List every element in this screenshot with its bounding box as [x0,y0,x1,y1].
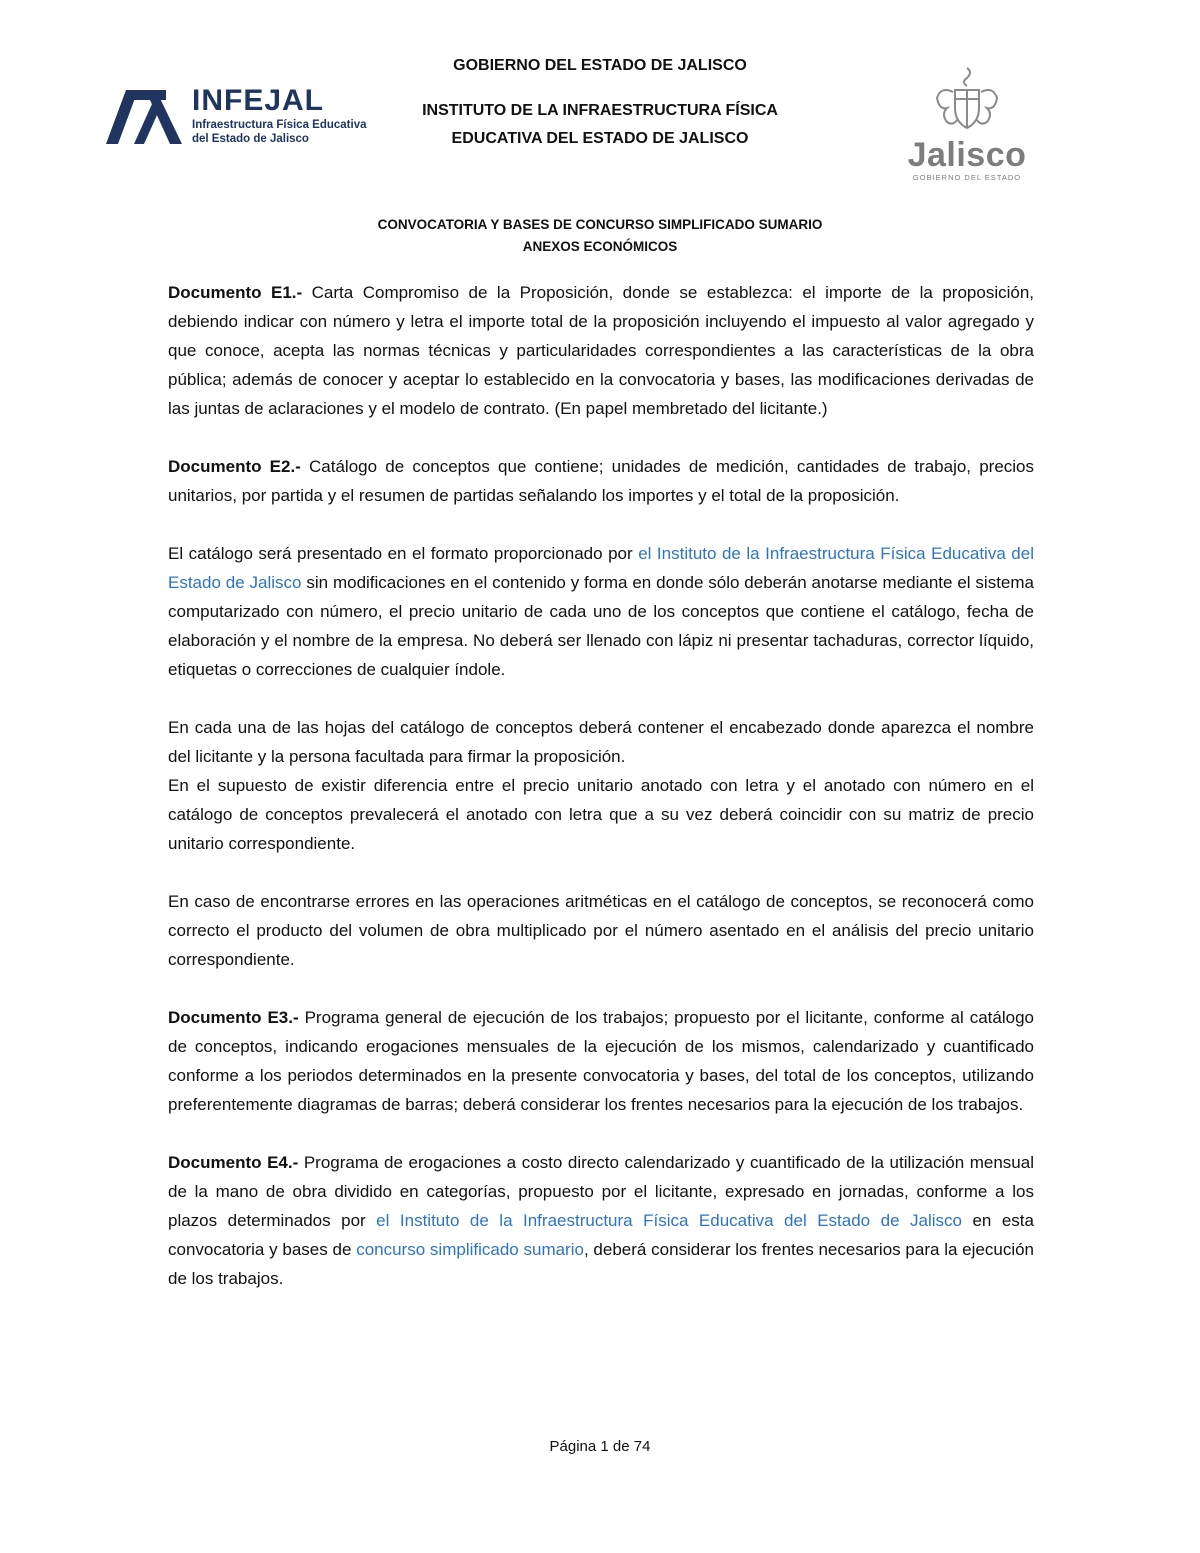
institute-heading-line1: INSTITUTO DE LA INFRAESTRUCTURA FÍSICA [422,102,778,119]
institute-link-e4[interactable]: el Instituto de la Infraestructura Física Educativa del Estado de Jalisco [376,1211,962,1230]
infejal-subtitle-line2: del Estado de Jalisco [192,133,309,145]
paragraph-e4-text3: , deberá considerar los frentes necesarios para la ejecución de los trabajos. [168,1240,1035,1288]
institute-heading-line2: EDUCATIVA DEL ESTADO DE JALISCO [451,130,749,147]
paragraph-e4 [168,1148,1034,1293]
paragraph-e2 [168,452,1034,510]
jalisco-logo-name: Jalisco [907,136,1027,174]
infejal-logo-subtitle [192,118,366,146]
infejal-logo-name: INFEJAL [192,84,325,117]
institute-link[interactable]: el Instituto de la Infraestructura Física Educativa del Estado de Jalisco [168,544,1034,592]
paragraph-e3 [168,1003,1034,1119]
paragraph-catalog-before: El catálogo será presentado en el formato proporcionado por [168,544,639,563]
paragraph-e1-label: Documento E1.- [168,283,303,302]
jalisco-logo [905,66,1029,184]
paragraph-e3-text: Programa general de ejecución de los trabajos; propuesto por el licitante, conforme al catálogo de conceptos, indicando erogaciones mensuales de la ejecución de los mismos, calendarizado y cuantificado conforme a los periodos determinados en la presente convocatoria y bases, del total de los conceptos, utilizando preferentemente diagramas de barras; deberá considerar los frentes necesarios para la ejecución de los trabajos. [168,1008,1035,1114]
concurso-link[interactable]: concurso simplificado sumario [356,1240,584,1259]
paragraph-catalog-after: sin modificaciones en el contenido y forma en donde sólo deberán anotarse mediante el sistema computarizado con número, el precio unitario de cada uno de los conceptos que contiene el catálogo, fecha de elaboración y el nombre de la empresa. No deberá ser llenado con lápiz ni presentar tachaduras, corrector líquido, etiquetas o correcciones de cualquier índole. [168,573,1034,679]
paragraph-e4-label: Documento E4.- [168,1153,299,1172]
paragraph-e1-text: Carta Compromiso de la Proposición, donde se establezca: el importe de la proposición, debiendo indicar con número y letra el importe total de la proposición incluyendo el impuesto al valor agregado y que conoce, acepta las normas técnicas y particularidades correspondientes a las características de la obra pública; además de conocer y aceptar lo establecido en la convocatoria y bases, las modificaciones derivadas de las juntas de aclaraciones y el modelo de contrato. (En papel membretado del licitante.) [168,283,1035,418]
document-title-line1: CONVOCATORIA Y BASES DE CONCURSO SIMPLIFICADO SUMARIO [377,217,823,232]
document-title-line2: ANEXOS ECONÓMICOS [522,239,678,254]
paragraph-header-note: En cada una de las hojas del catálogo de conceptos deberá contener el encabezado donde aparezca el nombre del licitante y la persona facultada para firmar la proposición. [168,718,1034,766]
government-heading: GOBIERNO DEL ESTADO DE JALISCO [453,57,747,74]
jalisco-crest-icon [933,66,1001,134]
paragraph-e4-text2: en esta convocatoria y bases de [168,1211,1034,1259]
paragraph-e2-text: Catálogo de conceptos que contiene; unidades de medición, cantidades de trabajo, precios unitarios, por partida y el resumen de partidas señalando los importes y el total de la proposición. [168,457,1034,505]
paragraph-e4-text1: Programa de erogaciones a costo directo calendarizado y cuantificado de la utilización mensual de la mano de obra dividido en categorías, propuesto por el licitante, expresado en jornadas, conforme a los plazos determinados por [168,1153,1034,1230]
infejal-subtitle-line1: Infraestructura Física Educativa [192,119,367,131]
paragraph-errors: En caso de encontrarse errores en las operaciones aritméticas en el catálogo de conceptos, se reconocerá como correcto el producto del volumen de obra multiplicado por el número asentado en el análisis del precio unitario correspondiente. [168,892,1034,969]
paragraph-e1 [168,278,1034,423]
paragraph-e3-label: Documento E3.- [168,1008,299,1027]
paragraph-difference: En el supuesto de existir diferencia entre el precio unitario anotado con letra y el anotado con número en el catálogo de conceptos prevalecerá el anotado con letra que a su vez deberá coincidir con su matriz de precio unitario correspondiente. [168,776,1034,853]
page-number: Página 1 de 74 [549,1438,651,1455]
paragraph-e2-label: Documento E2.- [168,457,301,476]
paragraph-catalog [168,539,1034,684]
jalisco-logo-subtitle: GOBIERNO DEL ESTADO [912,173,1022,182]
infejal-mark-icon [104,82,184,148]
document-body [168,278,1034,1322]
infejal-logo [104,82,367,148]
